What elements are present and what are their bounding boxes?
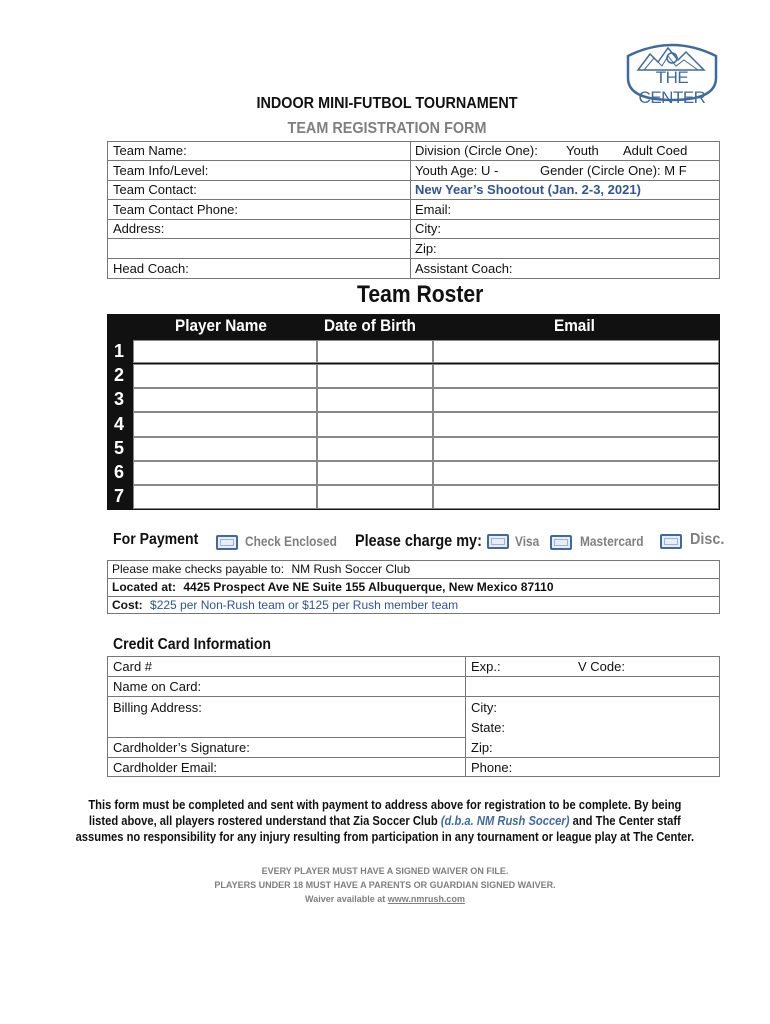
location-value: 4425 Prospect Ave NE Suite 155 Albuquerque, New Mexico 87110: [183, 580, 554, 594]
roster-player-name-cell[interactable]: [133, 388, 317, 412]
v-code-field[interactable]: V Code:: [578, 659, 625, 674]
notice-line-2-start: listed above, all players rostered understand that Zia Soccer Club: [88, 814, 441, 828]
roster-row-number: 4: [114, 414, 125, 434]
expiration-field[interactable]: Exp.:: [471, 659, 501, 674]
roster-row-number: 7: [114, 486, 125, 506]
roster-row-number: 6: [114, 462, 125, 482]
divider: [107, 238, 720, 239]
division-adult-option[interactable]: Adult Coed: [623, 143, 688, 158]
team-contact-phone-field[interactable]: Team Contact Phone:: [113, 202, 239, 217]
logo: [624, 38, 720, 107]
notice-line-3: assumes no responsibility for any injury resulting from participation in any tournament or league play at The Center.: [75, 830, 695, 844]
payable-label: Please make checks payable to:: [112, 562, 285, 576]
cost-value: $225 per Non-Rush team or $125 per Rush member team: [150, 598, 459, 612]
column-header-player-name: Player Name: [175, 316, 267, 335]
roster-player-name-cell[interactable]: [133, 461, 317, 485]
roster-player-name-cell[interactable]: [133, 340, 317, 363]
billing-city-field[interactable]: City:: [471, 700, 497, 715]
waiver-available-label: Waiver available at: [305, 894, 388, 904]
roster-row-number: 5: [114, 438, 125, 458]
team-info-field[interactable]: Team Info/Level:: [113, 163, 209, 178]
discover-checkbox[interactable]: [660, 534, 682, 549]
column-header-date-of-birth: Date of Birth: [324, 316, 416, 335]
roster-player-name-cell[interactable]: [133, 437, 317, 461]
payable-row: [112, 560, 410, 578]
division-youth-option[interactable]: Youth: [566, 143, 599, 158]
waiver-link[interactable]: www.nmrush.com: [387, 894, 465, 904]
waiver-line-2: PLAYERS UNDER 18 MUST HAVE A PARENTS OR GUARDIAN SIGNED WAIVER.: [214, 880, 556, 890]
roster-dob-cell[interactable]: [317, 461, 433, 485]
divider: [465, 656, 466, 777]
roster-dob-cell[interactable]: [317, 364, 433, 388]
roster-row-number: 3: [114, 389, 125, 409]
waiver-text: [0, 864, 770, 906]
check-enclosed-label: Check Enclosed: [245, 533, 337, 549]
visa-checkbox[interactable]: [487, 534, 509, 549]
cardholder-signature-field[interactable]: Cardholder’s Signature:: [113, 740, 250, 755]
gender-field[interactable]: Gender (Circle One): M F: [540, 163, 687, 178]
billing-address-field[interactable]: Billing Address:: [113, 700, 202, 715]
team-name-field[interactable]: Team Name:: [113, 143, 187, 158]
roster-email-cell[interactable]: [433, 388, 719, 412]
roster-email-cell[interactable]: [433, 412, 719, 437]
roster-dob-cell[interactable]: [317, 340, 433, 363]
roster-title: Team Roster: [357, 281, 484, 308]
roster-email-cell[interactable]: [433, 437, 719, 461]
team-contact-field[interactable]: Team Contact:: [113, 182, 197, 197]
divider: [107, 219, 720, 220]
check-enclosed-checkbox[interactable]: [216, 535, 238, 550]
roster-email-cell[interactable]: [433, 340, 719, 363]
roster-row-number: 2: [114, 365, 125, 385]
location-label: Located at:: [112, 580, 177, 594]
email-field[interactable]: Email:: [415, 202, 452, 217]
logo-text: THE CENTER: [638, 68, 706, 107]
billing-phone-field[interactable]: Phone:: [471, 760, 513, 775]
column-header-email: Email: [554, 316, 595, 335]
notice-line-2: [0, 813, 770, 829]
roster-player-name-cell[interactable]: [133, 364, 317, 388]
zip-field[interactable]: Zip:: [415, 241, 437, 256]
address-field[interactable]: Address:: [113, 221, 165, 236]
notice-line-2-end: and The Center staff: [569, 814, 681, 828]
billing-zip-field[interactable]: Zip:: [471, 740, 493, 755]
payable-value: NM Rush Soccer Club: [291, 562, 411, 576]
roster-dob-cell[interactable]: [317, 485, 433, 509]
roster-dob-cell[interactable]: [317, 412, 433, 437]
visa-label: Visa: [515, 533, 540, 549]
card-number-field[interactable]: Card #: [113, 659, 153, 674]
roster-dob-cell[interactable]: [317, 437, 433, 461]
cardholder-email-field[interactable]: Cardholder Email:: [113, 760, 218, 775]
notice-text: [0, 797, 770, 845]
mastercard-label: Mastercard: [580, 533, 644, 549]
event-name: New Year’s Shootout (Jan. 2-3, 2021): [415, 182, 641, 197]
divider: [107, 696, 720, 697]
page-subtitle: TEAM REGISTRATION FORM: [287, 120, 487, 137]
payment-label: For Payment: [113, 531, 199, 548]
waiver-line-1: EVERY PLAYER MUST HAVE A SIGNED WAIVER ON FILE.: [261, 866, 509, 876]
head-coach-field[interactable]: Head Coach:: [113, 261, 189, 276]
mastercard-checkbox[interactable]: [550, 535, 572, 550]
name-on-card-field[interactable]: Name on Card:: [113, 679, 202, 694]
discover-label: Disc.: [690, 531, 725, 548]
roster-email-cell[interactable]: [433, 461, 719, 485]
roster-row-number: 1: [114, 341, 125, 361]
billing-state-field[interactable]: State:: [471, 720, 505, 735]
roster-player-name-cell[interactable]: [133, 412, 317, 437]
assistant-coach-field[interactable]: Assistant Coach:: [415, 261, 513, 276]
notice-dba: (d.b.a. NM Rush Soccer): [440, 814, 570, 828]
credit-card-title: Credit Card Information: [113, 636, 272, 653]
division-label: Division (Circle One):: [415, 143, 538, 158]
charge-label: Please charge my:: [355, 531, 482, 550]
notice-line-1: This form must be completed and sent with payment to address above for registration to be complete. By being: [88, 798, 682, 812]
city-field[interactable]: City:: [415, 221, 441, 236]
location-row: [112, 578, 554, 596]
page-title: INDOOR MINI-FUTBOL TOURNAMENT: [256, 95, 518, 112]
roster-player-name-cell[interactable]: [133, 485, 317, 509]
roster-dob-cell[interactable]: [317, 388, 433, 412]
divider: [107, 258, 720, 259]
cost-row: [112, 596, 458, 614]
roster-email-cell[interactable]: [433, 485, 719, 509]
youth-age-field[interactable]: Youth Age: U -: [415, 163, 499, 178]
cost-label: Cost:: [112, 598, 143, 612]
roster-email-cell[interactable]: [433, 364, 719, 388]
waiver-line-3: [0, 892, 770, 906]
